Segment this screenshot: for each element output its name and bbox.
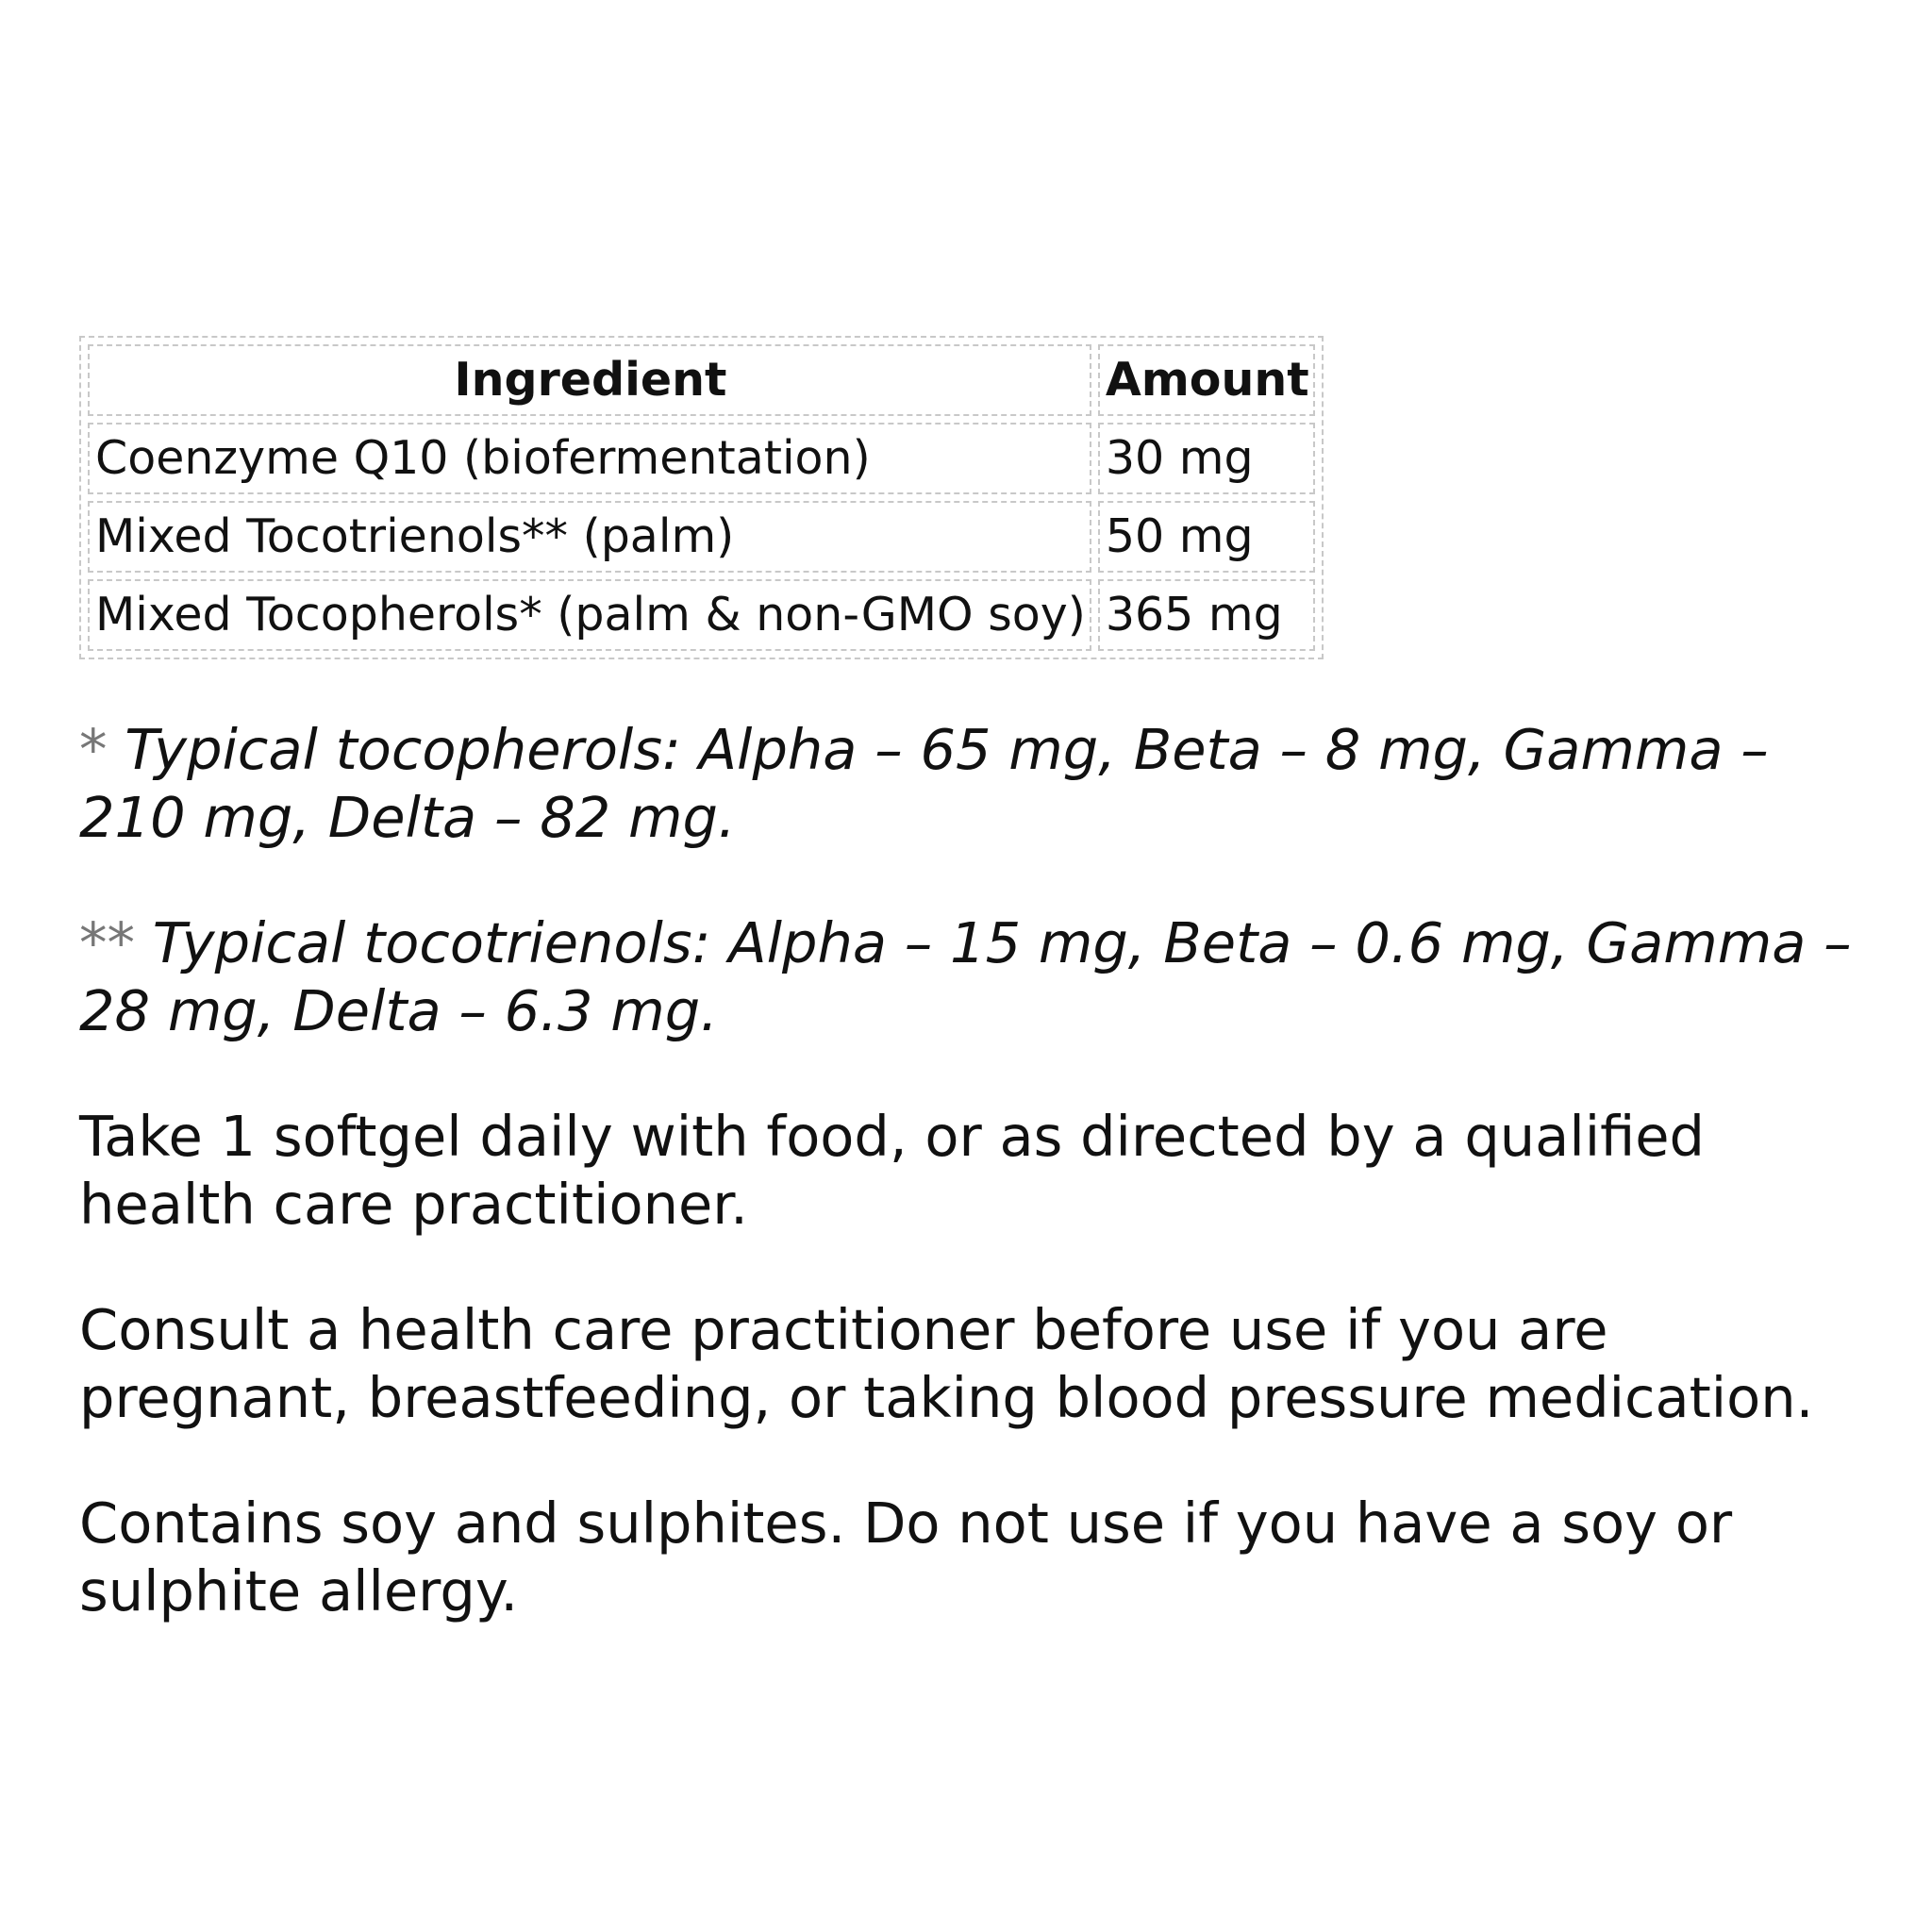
footnote-text: Typical tocopherols: Alpha – 65 mg, Beta – 8 mg, Gamma – 210 mg, Delta – 82 mg. bbox=[79, 717, 1769, 850]
amount-cell: 50 mg bbox=[1098, 501, 1315, 573]
footnote-text: Typical tocotrienols: Alpha – 15 mg, Beta – 0.6 mg, Gamma – 28 mg, Delta – 6.3 mg. bbox=[79, 910, 1852, 1043]
ingredients-table bbox=[79, 336, 1324, 659]
table-row bbox=[88, 579, 1315, 651]
footnote-marker: * bbox=[79, 717, 108, 782]
footnote-marker: ** bbox=[79, 910, 135, 975]
table-row bbox=[88, 423, 1315, 494]
warning-text: Consult a health care practitioner before use if you are pregnant, breastfeeding, or taking blood pressure medication. bbox=[79, 1297, 1814, 1430]
allergy-text: Contains soy and sulphites. Do not use if you have a soy or sulphite allergy. bbox=[79, 1491, 1733, 1624]
amount-cell: 30 mg bbox=[1098, 423, 1315, 494]
tocopherols-footnote bbox=[79, 716, 1872, 852]
ingredient-column-header: Ingredient bbox=[88, 344, 1091, 416]
amount-column-header: Amount bbox=[1098, 344, 1315, 416]
ingredient-cell: Coenzyme Q10 (biofermentation) bbox=[88, 423, 1091, 494]
tocotrienols-footnote bbox=[79, 909, 1872, 1045]
amount-cell: 365 mg bbox=[1098, 579, 1315, 651]
table-row bbox=[88, 501, 1315, 573]
product-info bbox=[79, 336, 1872, 1625]
directions-text: Take 1 softgel daily with food, or as directed by a qualified health care practitioner. bbox=[79, 1104, 1706, 1237]
ingredient-cell: Mixed Tocotrienols** (palm) bbox=[88, 501, 1091, 573]
ingredient-cell: Mixed Tocopherols* (palm & non-GMO soy) bbox=[88, 579, 1091, 651]
table-header-row bbox=[88, 344, 1315, 416]
